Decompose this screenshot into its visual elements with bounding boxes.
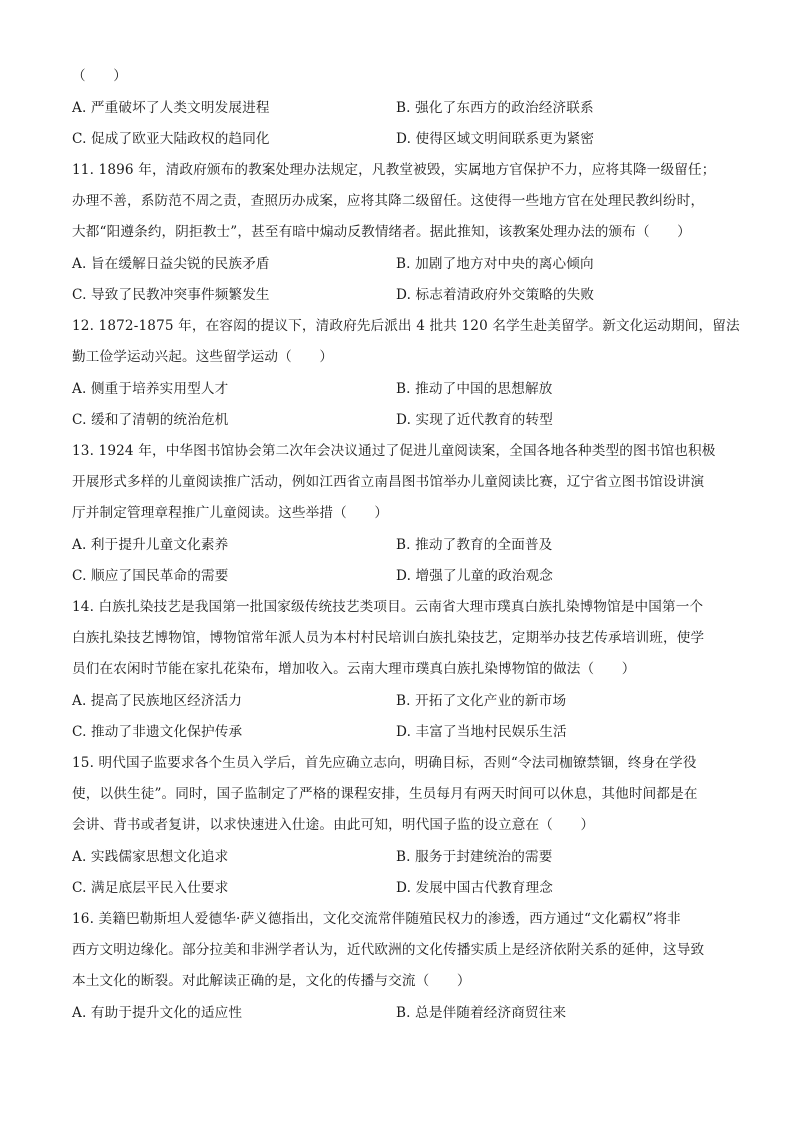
option-d: D. 使得区域文明间联系更为紧密	[396, 131, 595, 147]
question-16-line-1: 16. 美籍巴勒斯坦人爱德华·萨义德指出，文化交流常伴随殖民权力的渗透，西方通过“文化霸权”将非	[72, 911, 681, 927]
question-15-line-3: 会讲、背书或者复讲，以求快速进入仕途。由此可知，明代国子监的设立意在（ ）	[72, 817, 595, 833]
question-14-option-b: B. 开拓了文化产业的新市场	[396, 693, 567, 709]
question-13-line-1: 13. 1924 年，中华图书馆协会第二次年会决议通过了促进儿童阅读案，全国各地各种类型的图书馆也积极	[72, 443, 716, 459]
question-11-option-d: D. 标志着清政府外交策略的失败	[396, 287, 595, 303]
question-12-line-2: 勤工俭学运动兴起。这些留学运动（ ）	[72, 349, 334, 365]
question-11-line-2: 办理不善，系防范不周之责，查照历办成案，应将其降二级留任。这使得一些地方官在处理民教纠纷时，	[72, 193, 705, 209]
question-15-option-c: C. 满足底层平民入仕要求	[72, 880, 229, 896]
question-12-option-d: D. 实现了近代教育的转型	[396, 412, 553, 428]
question-14-option-d: D. 丰富了当地村民娱乐生活	[396, 724, 567, 740]
option-c: C. 促成了欧亚大陆政权的趋同化	[72, 131, 270, 147]
option-a: A. 严重破坏了人类文明发展进程	[72, 100, 270, 116]
question-15-line-2: 使，以供生徒”。同时，国子监制定了严格的课程安排，生员每月有两天时间可以休息，其他时间都是在	[72, 786, 698, 802]
question-11-line-1: 11. 1896 年，清政府颁布的教案处理办法规定，凡教堂被毁，实属地方官保护不力，应将其降一级留任；	[72, 162, 716, 178]
question-16-line-2: 西方文明边缘化。部分拉美和非洲学者认为，近代欧洲的文化传播实质上是经济依附关系的延伸，这导致	[72, 942, 705, 958]
question-15-option-b: B. 服务于封建统治的需要	[396, 849, 553, 865]
question-12-option-b: B. 推动了中国的思想解放	[396, 381, 553, 397]
question-11-option-a: A. 旨在缓解日益尖锐的民族矛盾	[72, 256, 270, 272]
question-15-line-1: 15. 明代国子监要求各个生员入学后，首先应确立志向，明确目标，否则“令法司枷镣禁锢，终身在学役	[72, 755, 697, 771]
question-14-line-1: 14. 白族扎染技艺是我国第一批国家级传统技艺类项目。云南省大理市璞真白族扎染博物馆是中国第一个	[72, 599, 704, 615]
question-11-option-c: C. 导致了民教冲突事件频繁发生	[72, 287, 270, 303]
question-13-line-2: 开展形式多样的儿童阅读推广活动，例如江西省立南昌图书馆举办儿童阅读比赛，辽宁省立图书馆设讲演	[72, 474, 705, 490]
option-b: B. 强化了东西方的政治经济联系	[396, 100, 594, 116]
question-16-option-a: A. 有助于提升文化的适应性	[72, 1005, 243, 1021]
question-13-option-a: A. 利于提升儿童文化素养	[72, 537, 229, 553]
question-14-line-2: 白族扎染技艺博物馆，博物馆常年派人员为本村村民培训白族扎染技艺，定期举办技艺传承培训班，使学	[72, 630, 705, 646]
question-11-line-3: 大都“阳遵条约，阴拒教士”，甚至有暗中煽动反教情绪者。据此推知，该教案处理办法的颁布（ ）	[72, 224, 691, 240]
question-13-option-b: B. 推动了教育的全面普及	[396, 537, 553, 553]
question-12-option-c: C. 缓和了清朝的统治危机	[72, 412, 229, 428]
question-13-option-d: D. 增强了儿童的政治观念	[396, 568, 553, 584]
answer-bracket: （ ）	[72, 68, 127, 84]
question-12-line-1: 12. 1872-1875 年，在容闳的提议下，清政府先后派出 4 批共 120 名学生赴美留学。新文化运动期间，留法	[72, 318, 740, 334]
question-16-option-b: B. 总是伴随着经济商贸往来	[396, 1005, 567, 1021]
question-15-option-a: A. 实践儒家思想文化追求	[72, 849, 229, 865]
question-13-line-3: 厅并制定管理章程推广儿童阅读。这些举措（ ）	[72, 505, 389, 521]
question-15-option-d: D. 发展中国古代教育理念	[396, 880, 553, 896]
question-16-line-3: 本土文化的断裂。对此解读正确的是，文化的传播与交流（ ）	[72, 973, 471, 989]
question-14-option-a: A. 提高了民族地区经济活力	[72, 693, 243, 709]
question-11-option-b: B. 加剧了地方对中央的离心倾向	[396, 256, 594, 272]
question-14-option-c: C. 推动了非遗文化保护传承	[72, 724, 243, 740]
question-12-option-a: A. 侧重于培养实用型人才	[72, 381, 229, 397]
question-13-option-c: C. 顺应了国民革命的需要	[72, 568, 229, 584]
question-14-line-3: 员们在农闲时节能在家扎花染布，增加收入。云南大理市璞真白族扎染博物馆的做法（ ）	[72, 661, 636, 677]
